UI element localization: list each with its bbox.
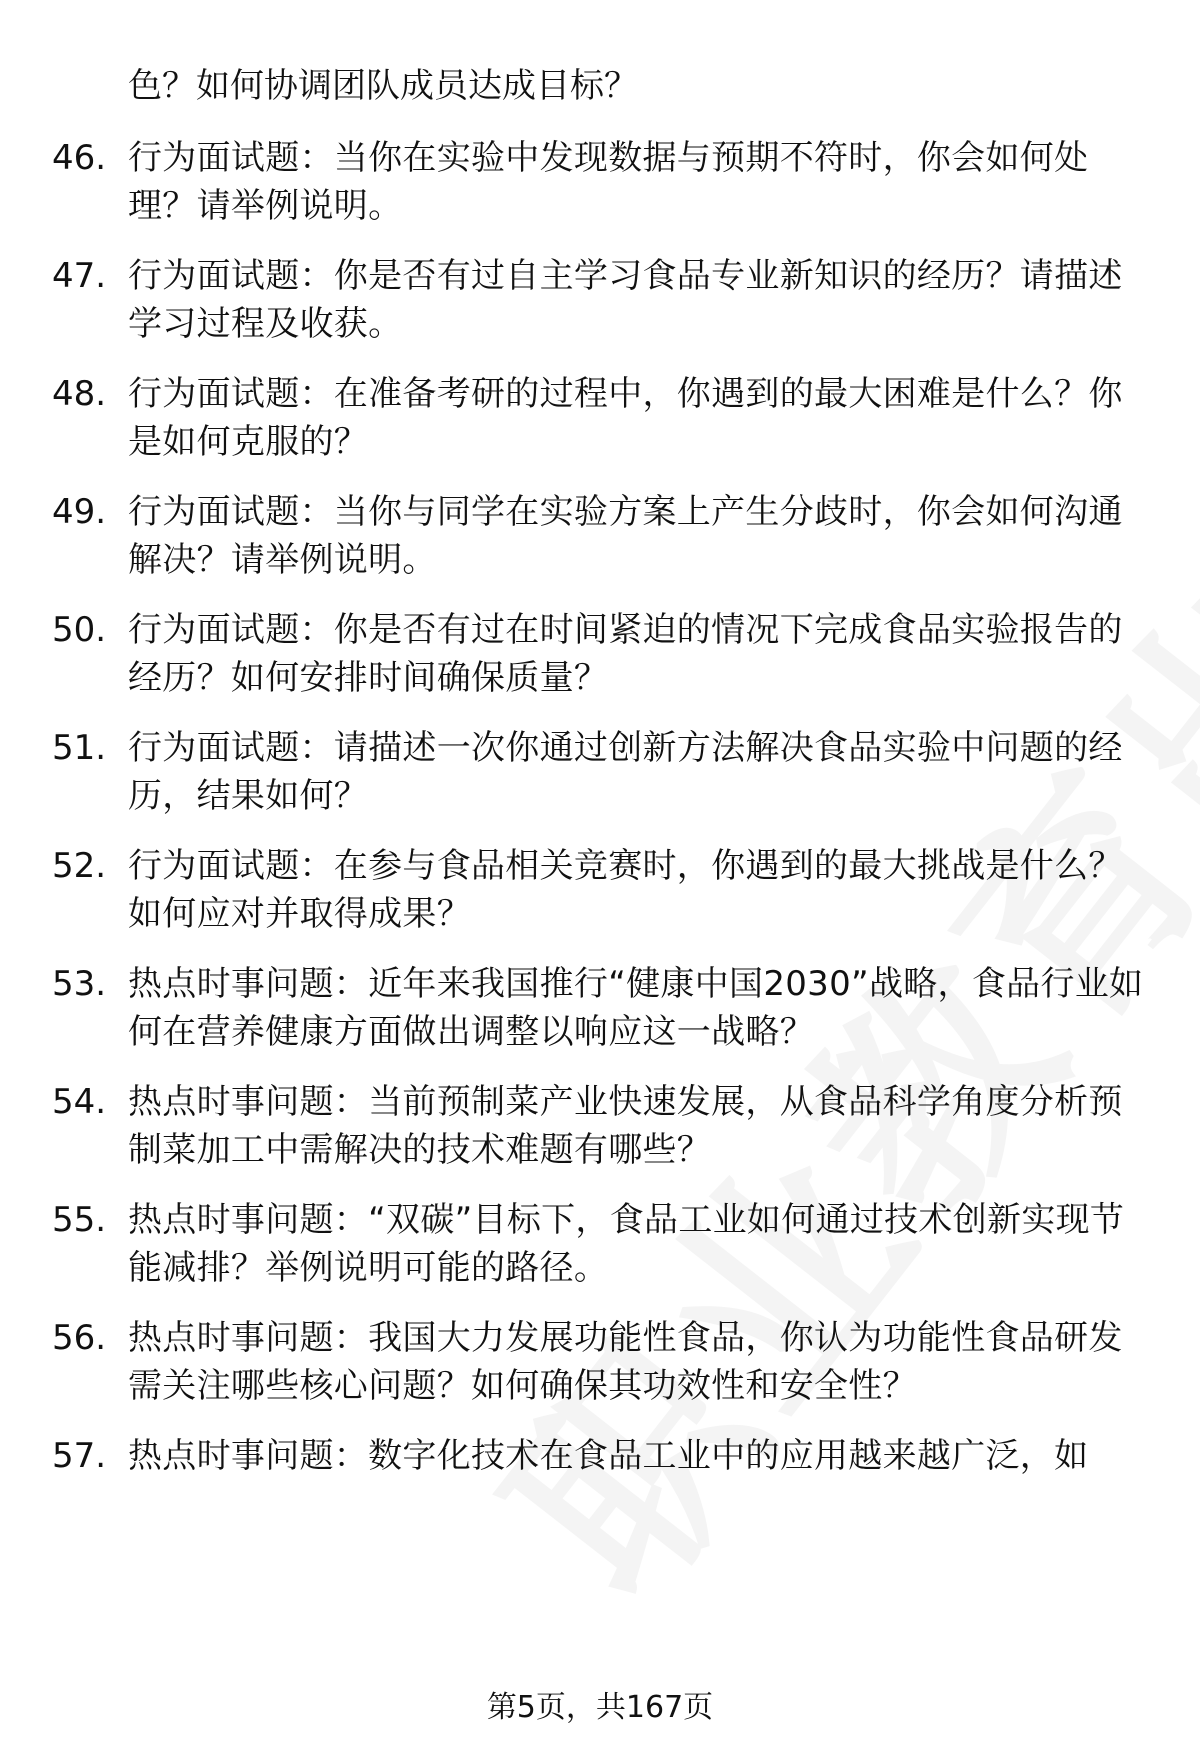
question-text: 行为面试题：请描述一次你通过创新方法解决食品实验中问题的经历，结果如何？ <box>128 728 1123 816</box>
page-footer: 第5页，共167页 <box>486 1690 714 1725</box>
question-number: 56. <box>52 1318 107 1358</box>
question-text: 行为面试题：你是否有过在时间紧迫的情况下完成食品实验报告的经历？如何安排时间确保质量？ <box>128 610 1123 698</box>
question-number: 49. <box>52 492 107 532</box>
question-number: 47. <box>52 256 107 296</box>
question-text: 行为面试题：在准备考研的过程中，你遇到的最大困难是什么？你是如何克服的？ <box>128 374 1123 462</box>
question-text: 热点时事问题：近年来我国推行“健康中国2030”战略，食品行业如何在营养健康方面做出调整以响应这一战略？ <box>128 964 1144 1052</box>
question-text: 热点时事问题：“双碳”目标下，食品工业如何通过技术创新实现节能减排？举例说明可能的路径。 <box>128 1200 1125 1288</box>
question-number: 54. <box>52 1082 107 1122</box>
question-number: 48. <box>52 374 107 414</box>
question-text: 行为面试题：在参与食品相关竞赛时，你遇到的最大挑战是什么？如何应对并取得成果？ <box>128 846 1123 934</box>
question-text: 热点时事问题：当前预制菜产业快速发展，从食品科学角度分析预制菜加工中需解决的技术难题有哪些？ <box>128 1082 1123 1170</box>
question-number: 53. <box>52 964 107 1004</box>
question-number: 46. <box>52 138 107 178</box>
question-text: 热点时事问题：数字化技术在食品工业中的应用越来越广泛，如 <box>128 1436 1089 1476</box>
question-text: 行为面试题：当你与同学在实验方案上产生分歧时，你会如何沟通解决？请举例说明。 <box>128 492 1123 580</box>
question-text: 行为面试题：你是否有过自主学习食品专业新知识的经历？请描述学习过程及收获。 <box>128 256 1123 344</box>
question-number: 57. <box>52 1436 107 1476</box>
question-number: 52. <box>52 846 107 886</box>
continuation-text: 色？如何协调团队成员达成目标？ <box>128 66 638 106</box>
question-text: 热点时事问题：我国大力发展功能性食品，你认为功能性食品研发需关注哪些核心问题？如何确保其功效性和安全性？ <box>128 1318 1123 1406</box>
question-number: 55. <box>52 1200 107 1240</box>
question-text: 行为面试题：当你在实验中发现数据与预期不符时，你会如何处理？请举例说明。 <box>128 138 1089 226</box>
question-number: 50. <box>52 610 107 650</box>
question-number: 51. <box>52 728 107 768</box>
